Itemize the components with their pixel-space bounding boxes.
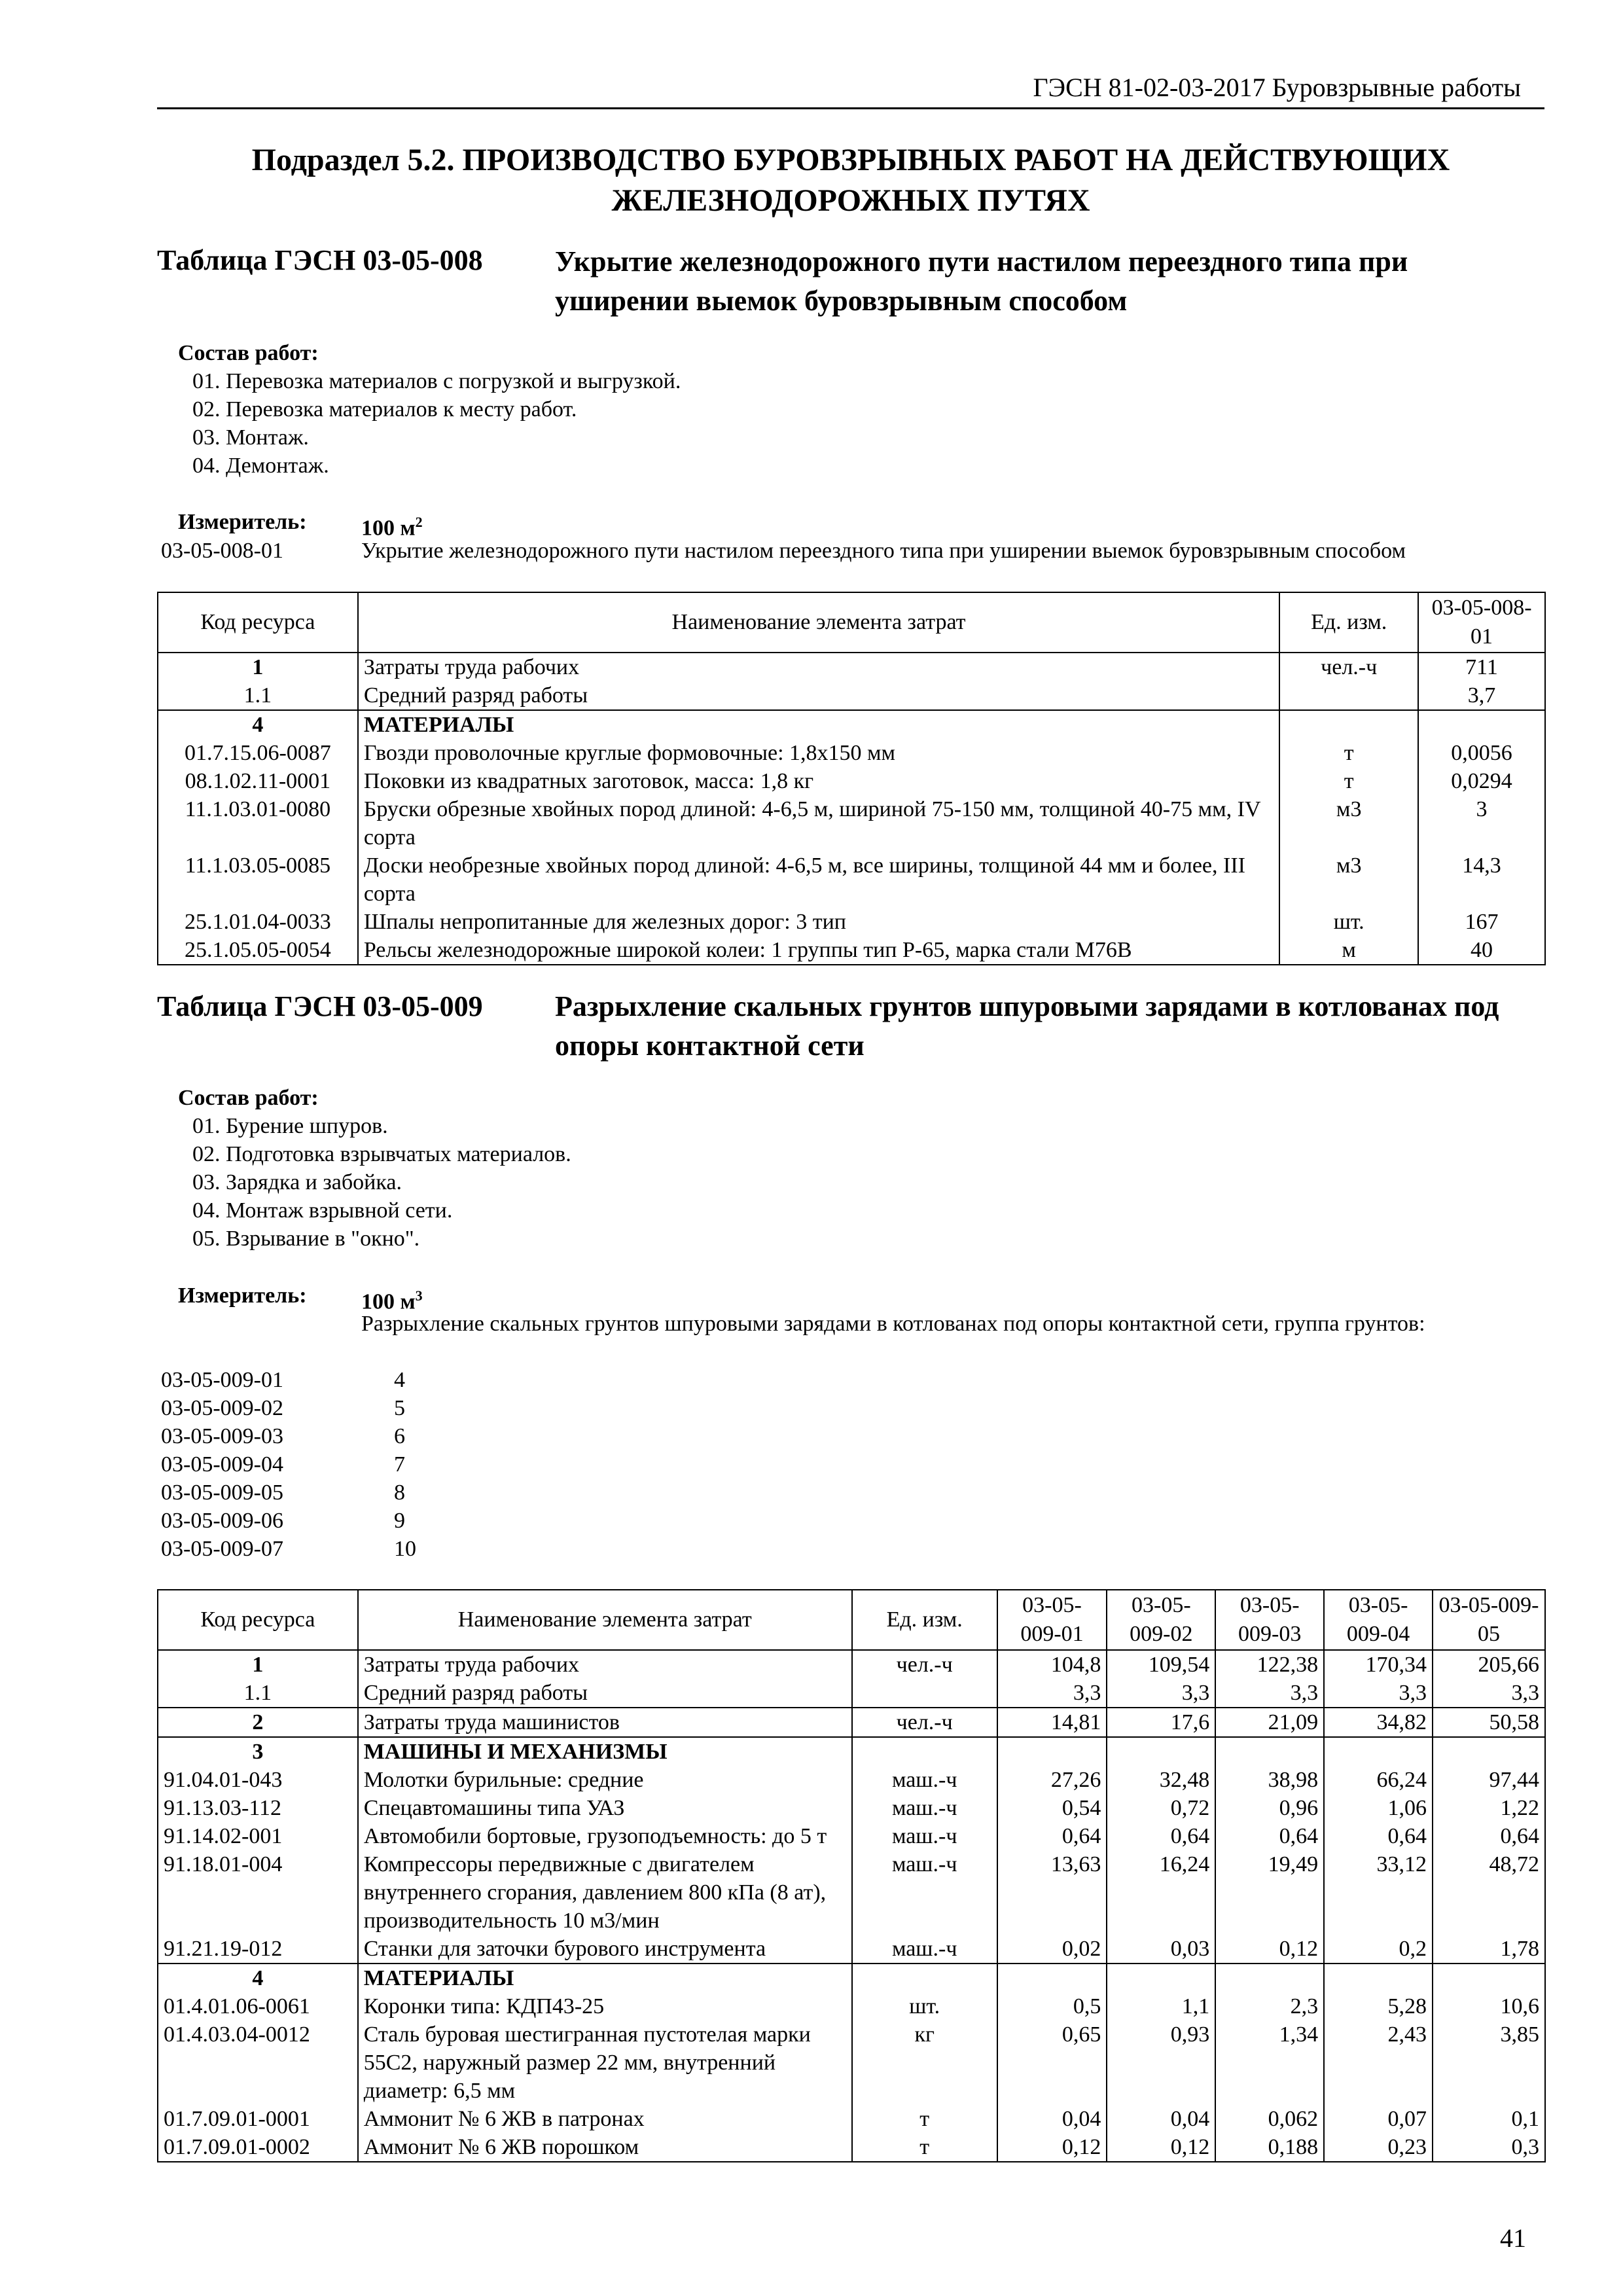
list-item [161, 1535, 416, 1563]
cell-name: Сталь буровая шестигранная пустотелая марки 55С2, наружный размер 22 мм, внутренний диаметр: 6,5 мм [358, 2020, 852, 2105]
table1-meter-label: Измеритель: [178, 510, 307, 534]
table-row [158, 739, 1545, 767]
cell-code: 25.1.05.05-0054 [158, 936, 358, 965]
table2-works-label: Состав работ: [178, 1086, 319, 1110]
cell-code: 01.4.01.06-0061 [158, 1992, 358, 2020]
cell-value: 0,07 [1324, 2105, 1433, 2133]
cell-unit [852, 1679, 997, 1708]
cell-value: 40 [1418, 936, 1545, 965]
cell-value: 0,3 [1433, 2133, 1545, 2162]
cell-value [997, 1737, 1107, 1766]
cell-value: 0,0294 [1418, 767, 1545, 795]
cell-value [1433, 1737, 1545, 1766]
meter-value-text: 100 м [361, 1289, 416, 1314]
cell-value: 3,3 [1433, 1679, 1545, 1708]
cell-unit: т [1279, 767, 1418, 795]
cell-code: 4 [158, 710, 358, 739]
cell-unit: чел.-ч [852, 1650, 997, 1679]
cell-name: Поковки из квадратных заготовок, масса: 1,8 кг [358, 767, 1279, 795]
cell-code: 1 [158, 1650, 358, 1679]
table1-code: Таблица ГЭСН 03-05-008 [157, 244, 483, 276]
cell-unit [1279, 710, 1418, 739]
work-item: 04. Демонтаж. [192, 454, 329, 478]
cell-code: 1.1 [158, 1679, 358, 1708]
cell-value: 3,3 [997, 1679, 1107, 1708]
table-row [158, 1708, 1545, 1737]
cell-name: Затраты труда машинистов [358, 1708, 852, 1737]
item-group: 7 [394, 1452, 405, 1477]
cell-value: 0,1 [1433, 2105, 1545, 2133]
cell-value: 3,7 [1418, 681, 1545, 710]
cell-unit: маш.-ч [852, 1850, 997, 1935]
cell-value: 0,188 [1215, 2133, 1324, 2162]
cell-value: 3,3 [1107, 1679, 1215, 1708]
cell-code: 11.1.03.05-0085 [158, 852, 358, 908]
cell-value [1215, 1737, 1324, 1766]
table1-item-desc: Укрытие железнодорожного пути настилом переездного типа при уширении выемок буровзрывным способом [361, 539, 1406, 563]
item-code: 03-05-009-07 [161, 1537, 283, 1561]
table2-works-list [192, 1112, 571, 1253]
item-code: 03-05-009-02 [161, 1396, 283, 1420]
cell-unit [852, 1964, 997, 1992]
cell-value: 13,63 [997, 1850, 1107, 1935]
cell-value: 0,03 [1107, 1935, 1215, 1964]
table-row [158, 1737, 1545, 1766]
cell-value: 1,22 [1433, 1794, 1545, 1822]
table-row [158, 2133, 1545, 2162]
th-norm: 03-05-009-03 [1215, 1590, 1324, 1650]
cell-value: 21,09 [1215, 1708, 1324, 1737]
meter-exponent: 2 [415, 514, 423, 530]
table1-works-label: Состав работ: [178, 341, 319, 365]
cell-code: 1.1 [158, 681, 358, 710]
table1-title: Укрытие железнодорожного пути настилом переездного типа при уширении выемок буровзрывным способом [555, 245, 1408, 317]
cell-code: 01.4.03.04-0012 [158, 2020, 358, 2105]
cell-value: 0,12 [1215, 1935, 1324, 1964]
table-row [158, 1850, 1545, 1935]
cell-value [1107, 1964, 1215, 1992]
cell-name: Средний разряд работы [358, 681, 1279, 710]
cell-code: 91.04.01-043 [158, 1766, 358, 1794]
cell-value [1418, 710, 1545, 739]
table-row [158, 710, 1545, 739]
cell-value: 0,64 [997, 1822, 1107, 1850]
table-row [158, 1964, 1545, 1992]
cell-value: 50,58 [1433, 1708, 1545, 1737]
header-rule [157, 107, 1544, 109]
item-group: 6 [394, 1424, 405, 1448]
cell-unit: м [1279, 936, 1418, 965]
item-code: 03-05-009-04 [161, 1452, 283, 1477]
item-group: 4 [394, 1368, 405, 1392]
cell-name: Спецавтомашины типа УАЗ [358, 1794, 852, 1822]
table-row [158, 795, 1545, 852]
cell-name: Компрессоры передвижные с двигателем внутреннего сгорания, давлением 800 кПа (8 ат), производительность 10 м3/мин [358, 1850, 852, 1935]
cell-value: 0,64 [1107, 1822, 1215, 1850]
cell-value: 0,12 [997, 2133, 1107, 2162]
cell-value: 1,34 [1215, 2020, 1324, 2105]
cell-name: Автомобили бортовые, грузоподъемность: до 5 т [358, 1822, 852, 1850]
cell-value: 167 [1418, 908, 1545, 936]
cell-name: Рельсы железнодорожные широкой колеи: 1 группы тип Р-65, марка стали М76В [358, 936, 1279, 965]
cell-unit: м3 [1279, 852, 1418, 908]
th-code: Код ресурса [158, 1590, 358, 1650]
cell-code: 25.1.01.04-0033 [158, 908, 358, 936]
cell-value: 170,34 [1324, 1650, 1433, 1679]
cell-value: 1,1 [1107, 1992, 1215, 2020]
cell-value: 711 [1418, 653, 1545, 681]
item-group: 10 [394, 1537, 416, 1561]
table2-resources [157, 1589, 1546, 2162]
cell-unit: маш.-ч [852, 1794, 997, 1822]
work-item: 03. Монтаж. [192, 425, 309, 450]
cell-value: 2,3 [1215, 1992, 1324, 2020]
cell-value: 0,93 [1107, 2020, 1215, 2105]
th-norm: 03-05-009-02 [1107, 1590, 1215, 1650]
cell-value: 0,65 [997, 2020, 1107, 2105]
th-norm: 03-05-009-01 [997, 1590, 1107, 1650]
th-norm: 03-05-009-05 [1433, 1590, 1545, 1650]
cell-code: 3 [158, 1737, 358, 1766]
cell-name: МАШИНЫ И МЕХАНИЗМЫ [358, 1737, 852, 1766]
cell-value: 48,72 [1433, 1850, 1545, 1935]
subsection-title [157, 140, 1544, 221]
cell-value: 2,43 [1324, 2020, 1433, 2105]
cell-value: 0,54 [997, 1794, 1107, 1822]
table-row [158, 653, 1545, 681]
cell-name: Шпалы непропитанные для железных дорог: 3 тип [358, 908, 1279, 936]
cell-name: Бруски обрезные хвойных пород длиной: 4-6,5 м, шириной 75-150 мм, толщиной 40-75 мм, IV сорта [358, 795, 1279, 852]
work-item: 03. Зарядка и забойка. [192, 1170, 402, 1194]
cell-name: МАТЕРИАЛЫ [358, 1964, 852, 1992]
item-code: 03-05-009-03 [161, 1424, 283, 1448]
cell-value: 0,2 [1324, 1935, 1433, 1964]
cell-name: Затраты труда рабочих [358, 1650, 852, 1679]
cell-value: 14,3 [1418, 852, 1545, 908]
cell-unit: м3 [1279, 795, 1418, 852]
cell-value: 1,78 [1433, 1935, 1545, 1964]
cell-unit: т [852, 2105, 997, 2133]
cell-name: Аммонит № 6 ЖВ в патронах [358, 2105, 852, 2133]
cell-value: 122,38 [1215, 1650, 1324, 1679]
table-row [158, 681, 1545, 710]
cell-value: 0,02 [997, 1935, 1107, 1964]
list-item [161, 1366, 416, 1394]
table-row [158, 1822, 1545, 1850]
running-header: ГЭСН 81-02-03-2017 Буровзрывные работы [1033, 73, 1521, 102]
cell-value: 205,66 [1433, 1650, 1545, 1679]
cell-value [997, 1964, 1107, 1992]
cell-value: 3,85 [1433, 2020, 1545, 2105]
table-row [158, 852, 1545, 908]
cell-value: 3 [1418, 795, 1545, 852]
cell-code: 1 [158, 653, 358, 681]
cell-unit: чел.-ч [1279, 653, 1418, 681]
cell-code: 11.1.03.01-0080 [158, 795, 358, 852]
table-row [158, 2105, 1545, 2133]
cell-unit [1279, 681, 1418, 710]
cell-value: 3,3 [1215, 1679, 1324, 1708]
cell-unit: чел.-ч [852, 1708, 997, 1737]
cell-name: Затраты труда рабочих [358, 653, 1279, 681]
item-group: 8 [394, 1480, 405, 1505]
subsection-title-line2: ЖЕЛЕЗНОДОРОЖНЫХ ПУТЯХ [611, 183, 1090, 218]
cell-value: 0,0056 [1418, 739, 1545, 767]
table2-title: Разрыхление скальных грунтов шпуровыми зарядами в котлованах под опоры контактной сети [555, 990, 1499, 1062]
th-norm: 03-05-009-04 [1324, 1590, 1433, 1650]
page-number: 41 [1500, 2223, 1526, 2253]
cell-unit: маш.-ч [852, 1766, 997, 1794]
cell-code: 91.21.19-012 [158, 1935, 358, 1964]
cell-code: 08.1.02.11-0001 [158, 767, 358, 795]
cell-value [1433, 1964, 1545, 1992]
cell-unit: т [1279, 739, 1418, 767]
th-code: Код ресурса [158, 592, 358, 653]
cell-name: Коронки типа: КДП43-25 [358, 1992, 852, 2020]
cell-code: 91.18.01-004 [158, 1850, 358, 1935]
table-row [158, 908, 1545, 936]
cell-value: 0,72 [1107, 1794, 1215, 1822]
table-row [158, 1650, 1545, 1679]
item-group: 5 [394, 1396, 405, 1420]
work-item: 04. Монтаж взрывной сети. [192, 1198, 453, 1223]
table-row [158, 1679, 1545, 1708]
table1-header-row [158, 592, 1545, 653]
cell-name: Гвозди проволочные круглые формовочные: 1,8x150 мм [358, 739, 1279, 767]
cell-unit: шт. [852, 1992, 997, 2020]
cell-unit: маш.-ч [852, 1822, 997, 1850]
item-group: 9 [394, 1509, 405, 1533]
meter-exponent: 3 [415, 1287, 423, 1304]
cell-unit [852, 1737, 997, 1766]
table-row [158, 1766, 1545, 1794]
cell-value: 32,48 [1107, 1766, 1215, 1794]
item-code: 03-05-009-06 [161, 1509, 283, 1533]
cell-code: 91.13.03-112 [158, 1794, 358, 1822]
cell-value: 0,12 [1107, 2133, 1215, 2162]
th-name: Наименование элемента затрат [358, 592, 1279, 653]
item-code: 03-05-009-05 [161, 1480, 283, 1505]
cell-code: 2 [158, 1708, 358, 1737]
cell-value: 1,06 [1324, 1794, 1433, 1822]
cell-value: 0,04 [997, 2105, 1107, 2133]
cell-value: 16,24 [1107, 1850, 1215, 1935]
cell-unit: кг [852, 2020, 997, 2105]
cell-code: 4 [158, 1964, 358, 1992]
cell-name: Средний разряд работы [358, 1679, 852, 1708]
cell-value: 0,64 [1215, 1822, 1324, 1850]
cell-value: 14,81 [997, 1708, 1107, 1737]
work-item: 02. Подготовка взрывчатых материалов. [192, 1142, 571, 1166]
cell-value: 0,04 [1107, 2105, 1215, 2133]
table-row [158, 2020, 1545, 2105]
cell-unit: т [852, 2133, 997, 2162]
cell-code: 01.7.09.01-0002 [158, 2133, 358, 2162]
cell-code: 91.14.02-001 [158, 1822, 358, 1850]
cell-value: 0,23 [1324, 2133, 1433, 2162]
cell-value: 0,64 [1324, 1822, 1433, 1850]
cell-value: 97,44 [1433, 1766, 1545, 1794]
cell-unit: маш.-ч [852, 1935, 997, 1964]
cell-value: 0,5 [997, 1992, 1107, 2020]
cell-value: 17,6 [1107, 1708, 1215, 1737]
list-item [161, 1507, 416, 1535]
cell-code: 01.7.09.01-0001 [158, 2105, 358, 2133]
table2-meter-desc: Разрыхление скальных грунтов шпуровыми зарядами в котлованах под опоры контактной сети, группа грунтов: [361, 1312, 1425, 1336]
cell-value: 0,96 [1215, 1794, 1324, 1822]
cell-value: 27,26 [997, 1766, 1107, 1794]
cell-value: 104,8 [997, 1650, 1107, 1679]
cell-name: МАТЕРИАЛЫ [358, 710, 1279, 739]
th-unit: Ед. изм. [1279, 592, 1418, 653]
cell-value: 0,062 [1215, 2105, 1324, 2133]
cell-unit: шт. [1279, 908, 1418, 936]
subsection-title-line1: Подраздел 5.2. ПРОИЗВОДСТВО БУРОВЗРЫВНЫХ РАБОТ НА ДЕЙСТВУЮЩИХ [251, 143, 1450, 177]
cell-name: Доски необрезные хвойных пород длиной: 4-6,5 м, все ширины, толщиной 44 мм и более, III сорта [358, 852, 1279, 908]
cell-name: Молотки бурильные: средние [358, 1766, 852, 1794]
cell-name: Аммонит № 6 ЖВ порошком [358, 2133, 852, 2162]
cell-value: 5,28 [1324, 1992, 1433, 2020]
table2-header-row [158, 1590, 1545, 1650]
work-item: 01. Перевозка материалов с погрузкой и выгрузкой. [192, 369, 681, 393]
cell-value [1324, 1964, 1433, 1992]
list-item [161, 1479, 416, 1507]
list-item [161, 1394, 416, 1422]
cell-value: 19,49 [1215, 1850, 1324, 1935]
cell-code: 01.7.15.06-0087 [158, 739, 358, 767]
cell-value: 38,98 [1215, 1766, 1324, 1794]
cell-name: Станки для заточки бурового инструмента [358, 1935, 852, 1964]
cell-value: 10,6 [1433, 1992, 1545, 2020]
table1-item-code: 03-05-008-01 [161, 539, 283, 563]
cell-value [1324, 1737, 1433, 1766]
cell-value: 66,24 [1324, 1766, 1433, 1794]
cell-value [1215, 1964, 1324, 1992]
table2-meter-label: Измеритель: [178, 1283, 307, 1308]
work-item: 05. Взрывание в "окно". [192, 1227, 420, 1251]
table2-code: Таблица ГЭСН 03-05-009 [157, 990, 483, 1022]
table-row [158, 936, 1545, 965]
cell-value: 33,12 [1324, 1850, 1433, 1935]
th-unit: Ед. изм. [852, 1590, 997, 1650]
cell-value: 109,54 [1107, 1650, 1215, 1679]
table-row [158, 767, 1545, 795]
cell-value [1107, 1737, 1215, 1766]
th-norm: 03-05-008-01 [1418, 592, 1545, 653]
table-row [158, 1794, 1545, 1822]
th-name: Наименование элемента затрат [358, 1590, 852, 1650]
cell-value: 0,64 [1433, 1822, 1545, 1850]
cell-value: 3,3 [1324, 1679, 1433, 1708]
cell-value: 34,82 [1324, 1708, 1433, 1737]
table1-resources [157, 592, 1546, 965]
work-item: 02. Перевозка материалов к месту работ. [192, 397, 577, 422]
table1-works-list [192, 367, 681, 480]
table2-items [161, 1366, 416, 1563]
meter-value-text: 100 м [361, 516, 416, 541]
list-item [161, 1450, 416, 1479]
work-item: 01. Бурение шпуров. [192, 1114, 388, 1138]
table-row [158, 1935, 1545, 1964]
item-code: 03-05-009-01 [161, 1368, 283, 1392]
table-row [158, 1992, 1545, 2020]
list-item [161, 1422, 416, 1450]
